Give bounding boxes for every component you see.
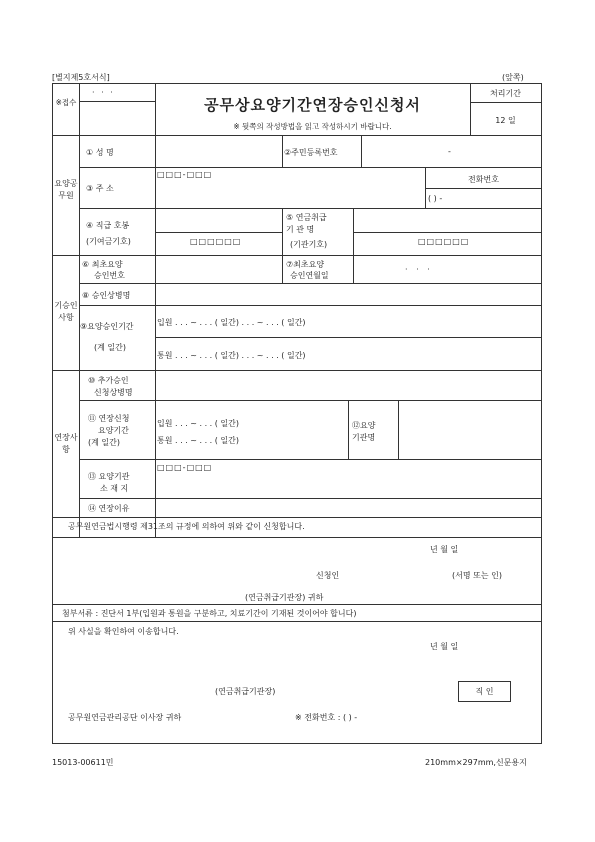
confirm-statement: 위 사실을 확인하여 이송합니다.: [68, 627, 179, 636]
inpatient-period-row[interactable]: 입원 . . . ~ . . . ( 일간) . . . ~ . . . ( 일간): [157, 318, 306, 327]
contrib-code-boxes[interactable]: □□□□□□: [190, 237, 242, 246]
agency-inner-line: [353, 232, 541, 233]
top-block-bottom: [52, 135, 542, 136]
first-approval-date-label: ⑦최초요양: [286, 260, 325, 269]
section-label-divider: [79, 83, 80, 537]
agency-name-label: 기 관 명: [286, 225, 315, 234]
official-seal-box[interactable]: [458, 681, 511, 702]
frame-top: [52, 83, 542, 84]
applicant-label: 신청인: [316, 571, 340, 580]
application-date[interactable]: 년 월 일: [430, 545, 459, 554]
agency-label: ⑤ 연금취급: [286, 213, 327, 222]
extension-bottom: [52, 537, 542, 538]
section-divider: [52, 370, 542, 371]
confirm-date[interactable]: 년 월 일: [430, 642, 459, 651]
row-line: [79, 498, 542, 499]
institution-location-label-2: 소 재 지: [100, 484, 129, 493]
requested-period-label: ⑪ 연장신청: [88, 414, 130, 423]
frame-bottom: [52, 743, 542, 744]
receipt-date-dots: · · ·: [92, 88, 115, 97]
receipt-inner-line: [79, 101, 155, 102]
attachment-bottom: [52, 621, 542, 622]
section-divider: [52, 255, 542, 256]
applicant-signature[interactable]: (서명 또는 인): [452, 571, 502, 580]
first-date-divider-left: [282, 255, 283, 283]
rrn-value: -: [448, 147, 451, 156]
approved-period-label: ⑨요양승인기간: [80, 322, 134, 331]
section-existing: 기승인사항: [54, 301, 78, 322]
rank-label: ④ 직급 호봉: [86, 221, 130, 230]
additional-disease-label: ⑩ 추가승인: [88, 376, 129, 385]
agency-divider-left: [282, 208, 283, 255]
rrn-divider-left: [282, 135, 283, 167]
confirm-addressee: 공무원연금관리공단 이사장 귀하: [68, 713, 182, 722]
application-statement: 공무원연금법시행령 제31조의 규정에 의하여 위와 같이 신청합니다.: [68, 522, 305, 531]
first-date-divider-right: [353, 255, 354, 283]
approved-period-total: (계 일간): [94, 343, 126, 352]
phone-inner-line: [425, 188, 542, 189]
contrib-label: (기여금기호): [86, 237, 131, 246]
form-code: 15013-00611민: [52, 758, 114, 767]
institution-label-2: 기관명: [352, 433, 376, 442]
row-line: [79, 305, 542, 306]
requested-inpatient-row[interactable]: 입원 . . . ~ . . . ( 일간): [157, 419, 240, 428]
section-extension: 연장사항: [54, 433, 78, 454]
approved-disease-label: ⑧ 승인상병명: [82, 291, 131, 300]
period-split-line: [155, 337, 542, 338]
processing-period-value: 12 일: [495, 116, 516, 125]
paper-spec: 210mm×297mm,신문용지: [425, 758, 527, 767]
section-patient: 요양공무원: [54, 179, 78, 200]
first-approval-no-label-2: 승인번호: [94, 271, 125, 280]
institution-label: ⑫요양: [352, 421, 376, 430]
form-number: [별지제5호서식]: [52, 73, 110, 82]
outpatient-period-row[interactable]: 통원 . . . ~ . . . ( 일간) . . . ~ . . . ( 일간): [157, 351, 306, 360]
institution-location-label: ⑬ 요양기관: [88, 472, 130, 481]
first-approval-no-label: ⑥ 최초요양: [82, 260, 123, 269]
phone-label: 전화번호: [468, 175, 499, 184]
requested-period-label-2: 요양기간: [98, 426, 129, 435]
application-addressee: (연금취급기관장) 귀하: [245, 593, 324, 602]
period-inner-line: [470, 102, 541, 103]
address-label: ③ 주 소: [86, 184, 114, 193]
name-label: ① 성 명: [86, 148, 114, 157]
row-line: [79, 208, 542, 209]
contrib-inner-line: [155, 232, 282, 233]
additional-disease-label-2: 신청상병명: [94, 388, 133, 397]
confirm-sender: (연금취급기관장): [215, 687, 276, 696]
field-label-divider: [155, 135, 156, 537]
row-line: [79, 400, 542, 401]
page-side-label: (앞쪽): [502, 73, 524, 82]
requested-outpatient-row[interactable]: 통원 . . . ~ . . . ( 일간): [157, 436, 240, 445]
form-title: 공무상요양기간연장승인신청서: [204, 96, 421, 114]
row-line: [79, 459, 542, 460]
rrn-divider-right: [361, 135, 362, 167]
section-divider: [52, 517, 542, 518]
row-line: [79, 167, 542, 168]
extension-reason-label: ⑭ 연장이유: [88, 504, 130, 513]
agency-code-label: (기관기호): [290, 240, 328, 249]
confirm-phone[interactable]: ※ 전화번호 : ( ) -: [295, 713, 358, 722]
location-postal-boxes[interactable]: □□□-□□□: [157, 463, 213, 472]
phone-value[interactable]: ( ) -: [428, 194, 443, 203]
official-seal-label: 직 인: [475, 687, 494, 696]
attachment-note: 첨부서류 : 진단서 1부(입원과 통원을 구분하고, 치료기간이 기재된 것이어야 합니다): [62, 609, 357, 618]
postal-code-boxes[interactable]: □□□-□□□: [157, 170, 213, 179]
row-line: [79, 283, 542, 284]
first-approval-date-value[interactable]: · · ·: [405, 265, 433, 274]
instruction-note: ※ 뒷쪽의 작성방법을 읽고 작성하시기 바랍니다.: [233, 122, 392, 131]
institution-divider-left: [348, 400, 349, 459]
first-approval-date-label-2: 승인연월일: [290, 271, 329, 280]
application-bottom: [52, 604, 542, 605]
receipt-label: ※접수: [55, 98, 77, 107]
agency-code-boxes[interactable]: □□□□□□: [418, 237, 470, 246]
agency-divider-right: [353, 208, 354, 255]
requested-period-total: (계 일간): [88, 438, 120, 447]
rrn-label: ②주민등록번호: [284, 148, 338, 157]
institution-divider-right: [398, 400, 399, 459]
processing-period-label: 처리기간: [490, 89, 521, 98]
